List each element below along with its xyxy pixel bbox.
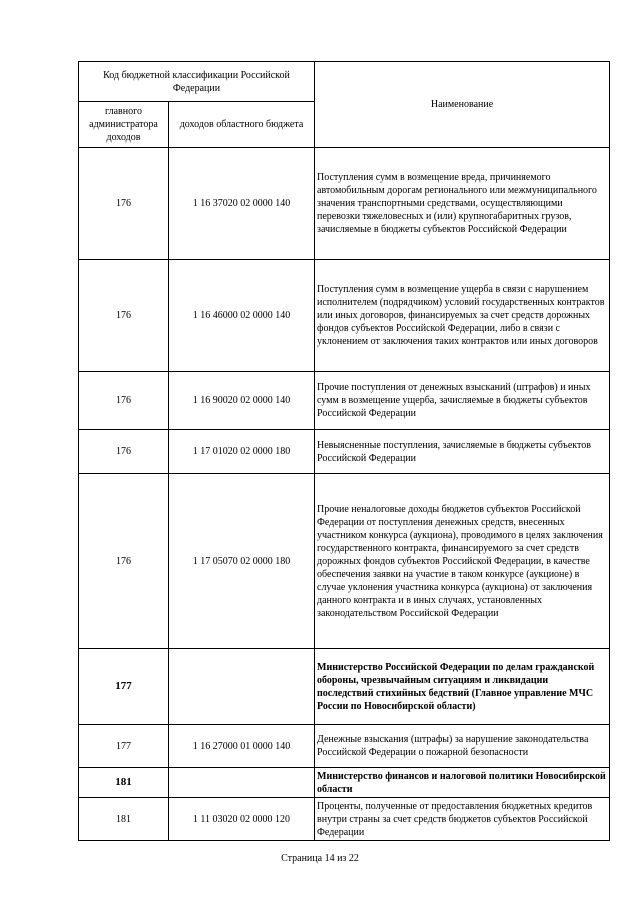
table-row-section [79,768,610,798]
table-row [79,430,610,474]
income-code-cell: 1 17 01020 02 0000 180 [169,430,315,474]
name-cell: Невыясненные поступления, зачисляемые в бюджеты субъектов Российской Федерации [315,430,610,474]
name-cell: Проценты, полученные от предоставления бюджетных кредитов внутри страны за счет средств бюджетов субъектов Российской Федерации [315,798,610,841]
income-code-cell: 1 16 27000 01 0000 140 [169,725,315,768]
admin-code-cell: 176 [79,474,169,649]
table-row [79,260,610,372]
admin-code-cell: 176 [79,260,169,372]
admin-code-cell: 181 [79,768,169,798]
income-code-cell: 1 11 03020 02 0000 120 [169,798,315,841]
admin-code-cell: 176 [79,372,169,430]
admin-code-cell: 177 [79,725,169,768]
header-code: доходов областного бюджета [169,102,315,148]
budget-classification-table [78,61,610,841]
header-admin: главного администратора доходов [79,102,169,148]
table-row [79,148,610,260]
table-row [79,372,610,430]
name-cell: Поступления сумм в возмещение вреда, причиняемого автомобильным дорогам регионального или межмуниципального значения транспортными средствами, осуществляющими перевозки тяжеловесных и (или) крупногабаритных грузов, зачисляемые в бюджеты субъектов Российской Федерации [315,148,610,260]
admin-code-cell: 176 [79,148,169,260]
name-cell: Денежные взыскания (штрафы) за нарушение законодательства Российской Федерации о пожарной безопасности [315,725,610,768]
income-code-cell: 1 16 37020 02 0000 140 [169,148,315,260]
income-code-cell: 1 16 46000 02 0000 140 [169,260,315,372]
name-cell: Поступления сумм в возмещение ущерба в связи с нарушением исполнителем (подрядчиком) условий государственных контрактов или иных договоров, финансируемых за счет средств дорожных фондов субъектов Российской Федерации, либо в связи с уклонением от заключения таких контрактов или иных договоров [315,260,610,372]
name-cell: Прочие неналоговые доходы бюджетов субъектов Российской Федерации от поступления денежных средств, внесенных участником конкурса (аукциона), проводимого в целях заключения государственного контракта, финансируемого за счет средств дорожных фондов субъектов Российской Федерации, в качестве обеспечения заявки на участие в таком конкурсе (аукционе) в случае уклонения участника конкурса (аукциона) от заключения данного контракта и в иных случаях, установленных законодательством Российской Федерации [315,474,610,649]
administrator-name-cell: Министерство финансов и налоговой политики Новосибирской области [315,768,610,798]
table-row [79,798,610,841]
table-header-row [79,62,610,102]
income-code-cell: 1 16 90020 02 0000 140 [169,372,315,430]
table-row [79,474,610,649]
admin-code-cell: 181 [79,798,169,841]
income-code-cell: 1 17 05070 02 0000 180 [169,474,315,649]
administrator-name-cell: Министерство Российской Федерации по делам гражданской обороны, чрезвычайным ситуациям и ликвидации последствий стихийных бедствий (Главное управление МЧС России по Новосибирской области) [315,649,610,725]
table-row-section [79,649,610,725]
income-code-cell [169,649,315,725]
table-row [79,725,610,768]
admin-code-cell: 176 [79,430,169,474]
header-name: Наименование [315,62,610,148]
admin-code-cell: 177 [79,649,169,725]
header-code-group: Код бюджетной классификации Российской Федерации [79,62,315,102]
name-cell: Прочие поступления от денежных взысканий (штрафов) и иных сумм в возмещение ущерба, зачисляемые в бюджеты субъектов Российской Федерации [315,372,610,430]
page-number: Страница 14 из 22 [281,853,359,864]
income-code-cell [169,768,315,798]
